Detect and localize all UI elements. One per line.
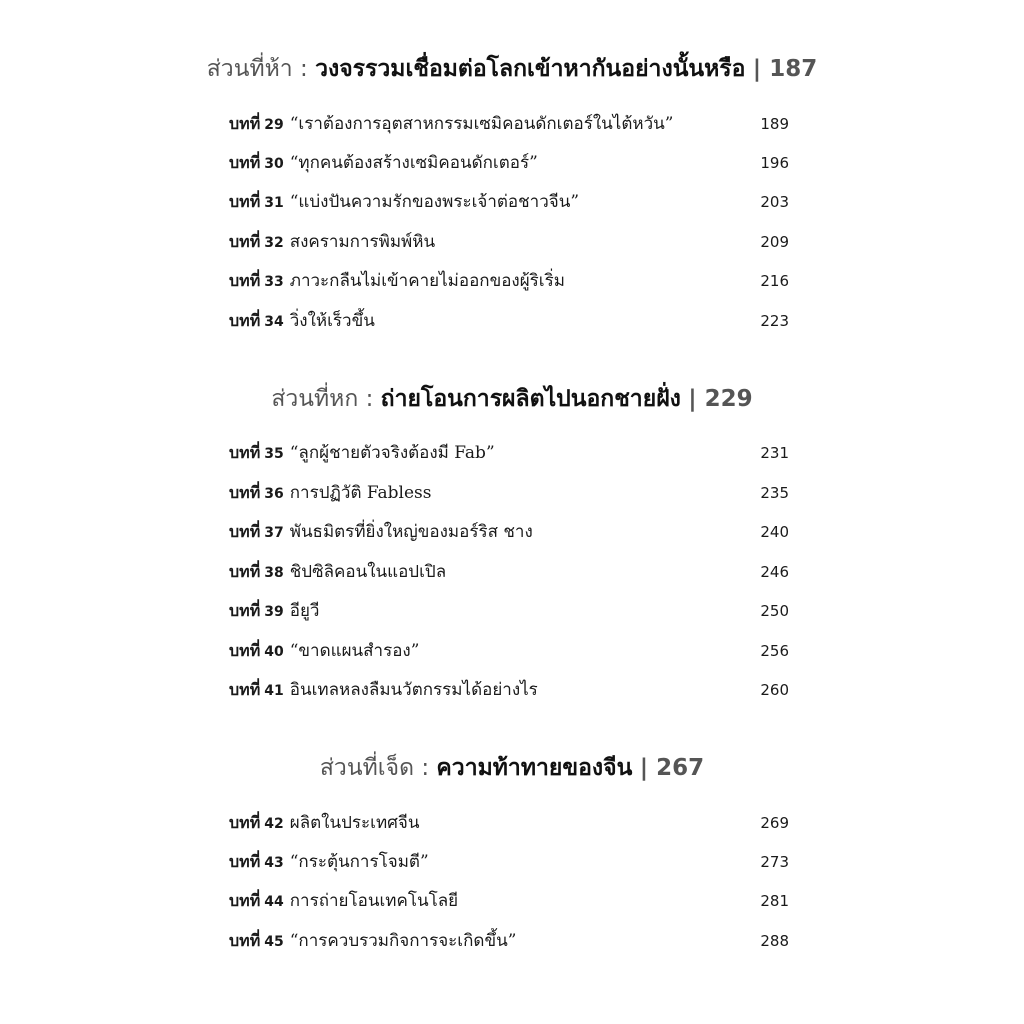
- chapter-label: บทที่: [229, 680, 261, 699]
- chapter-label: บทที่: [229, 443, 261, 462]
- toc-row-chapter-37[interactable]: [229, 517, 789, 547]
- part-title: ถ่ายโอนการผลิตไปนอกชายฝั่ง: [380, 386, 681, 412]
- chapter-number: 41: [264, 683, 284, 699]
- chapter-title: ชิปซิลิคอนในแอปเปิล: [289, 562, 447, 582]
- part-page-number: | 267: [639, 755, 705, 781]
- chapter-page-number: 231: [760, 444, 789, 462]
- chapter-title: “แบ่งปันความรักของพระเจ้าต่อชาวจีน”: [289, 192, 580, 212]
- part-prefix: ส่วนที่เจ็ด: [319, 755, 415, 781]
- chapter-label: บทที่: [229, 114, 261, 133]
- chapter-number: 40: [264, 644, 284, 660]
- chapter-title: “ทุกคนต้องสร้างเซมิคอนดักเตอร์”: [289, 153, 538, 173]
- chapter-label: บทที่: [229, 271, 261, 290]
- chapter-number: 44: [264, 894, 284, 910]
- toc-row-chapter-44[interactable]: [229, 886, 789, 916]
- chapter-title: “กระตุ้นการโจมตี”: [289, 852, 429, 872]
- toc-row-chapter-43[interactable]: [229, 847, 789, 877]
- chapter-title: อินเทลหลงลืมนวัตกรรมได้อย่างไร: [289, 680, 538, 700]
- chapter-number: 34: [264, 314, 284, 330]
- chapter-label: บทที่: [229, 522, 261, 541]
- toc-row-chapter-33[interactable]: [229, 266, 789, 296]
- chapter-number: 35: [264, 446, 284, 462]
- chapter-title: อียูวี: [289, 601, 320, 621]
- part-page-number: | 187: [752, 56, 818, 82]
- chapter-label: บทที่: [229, 232, 261, 251]
- chapter-page-number: 223: [760, 312, 789, 330]
- chapter-page-number: 209: [760, 233, 789, 251]
- chapter-number: 39: [264, 604, 284, 620]
- toc-row-chapter-29[interactable]: [229, 109, 789, 139]
- toc-row-chapter-31[interactable]: [229, 187, 789, 217]
- chapter-label: บทที่: [229, 891, 261, 910]
- chapter-page-number: 235: [760, 484, 789, 502]
- chapter-label: บทที่: [229, 483, 261, 502]
- chapter-page-number: 260: [760, 681, 789, 699]
- chapter-label: บทที่: [229, 813, 261, 832]
- toc-row-chapter-40[interactable]: [229, 636, 789, 666]
- chapter-number: 30: [264, 156, 284, 172]
- toc-row-chapter-39[interactable]: [229, 596, 789, 626]
- chapter-number: 31: [264, 195, 284, 211]
- part-separator: :: [292, 56, 316, 82]
- chapter-page-number: 189: [760, 115, 789, 133]
- chapter-page-number: 203: [760, 193, 789, 211]
- chapter-label: บทที่: [229, 601, 261, 620]
- chapter-title: พันธมิตรที่ยิ่งใหญ่ของมอร์ริส ชาง: [289, 522, 533, 542]
- chapter-label: บทที่: [229, 641, 261, 660]
- chapter-label: บทที่: [229, 311, 261, 330]
- chapter-title: ผลิตในประเทศจีน: [289, 813, 420, 833]
- toc-row-chapter-30[interactable]: [229, 148, 789, 178]
- toc-row-chapter-36[interactable]: [229, 478, 789, 508]
- toc-row-chapter-45[interactable]: [229, 926, 789, 956]
- toc-row-chapter-32[interactable]: [229, 227, 789, 257]
- chapter-label: บทที่: [229, 562, 261, 581]
- chapter-page-number: 246: [760, 563, 789, 581]
- chapter-page-number: 216: [760, 272, 789, 290]
- toc-row-chapter-41[interactable]: [229, 675, 789, 705]
- chapter-number: 43: [264, 855, 284, 871]
- part-prefix: ส่วนที่ห้า: [206, 56, 293, 82]
- chapter-number: 33: [264, 274, 284, 290]
- part-heading-6: [0, 384, 1024, 414]
- chapter-number: 42: [264, 816, 284, 832]
- chapter-title: วิ่งให้เร็วขึ้น: [289, 311, 375, 331]
- part-heading-7: [0, 753, 1024, 783]
- chapter-page-number: 240: [760, 523, 789, 541]
- chapter-page-number: 256: [760, 642, 789, 660]
- toc-row-chapter-35[interactable]: [229, 438, 789, 468]
- chapter-page-number: 196: [760, 154, 789, 172]
- chapter-label: บทที่: [229, 153, 261, 172]
- chapter-label: บทที่: [229, 931, 261, 950]
- chapter-page-number: 281: [760, 892, 789, 910]
- chapter-number: 36: [264, 486, 284, 502]
- chapter-title: ภาวะกลืนไม่เข้าคายไม่ออกของผู้ริเริ่ม: [289, 271, 565, 291]
- part-separator: :: [358, 386, 381, 412]
- part-prefix: ส่วนที่หก: [271, 386, 359, 412]
- chapter-title: “ลูกผู้ชายตัวจริงต้องมี Fab”: [289, 443, 495, 463]
- chapter-page-number: 269: [760, 814, 789, 832]
- toc-row-chapter-38[interactable]: [229, 557, 789, 587]
- part-separator: :: [414, 755, 437, 781]
- chapter-number: 37: [264, 525, 284, 541]
- part-heading-5: [0, 54, 1024, 84]
- chapter-title: สงครามการพิมพ์หิน: [289, 232, 436, 252]
- toc-row-chapter-42[interactable]: [229, 808, 789, 838]
- chapter-number: 32: [264, 235, 284, 251]
- chapter-number: 38: [264, 565, 284, 581]
- chapter-title: “เราต้องการอุตสาหกรรมเซมิคอนดักเตอร์ในไต้หวัน”: [289, 114, 674, 134]
- chapter-page-number: 288: [760, 932, 789, 950]
- chapter-label: บทที่: [229, 852, 261, 871]
- chapter-number: 45: [264, 934, 284, 950]
- part-title: ความท้าทายของจีน: [436, 755, 633, 781]
- chapter-title: “การควบรวมกิจการจะเกิดขึ้น”: [289, 931, 517, 951]
- chapter-number: 29: [264, 117, 284, 133]
- chapter-page-number: 273: [760, 853, 789, 871]
- toc-row-chapter-34[interactable]: [229, 306, 789, 336]
- chapter-title: การถ่ายโอนเทคโนโลยี: [289, 891, 459, 911]
- chapter-title: “ขาดแผนสำรอง”: [289, 641, 420, 661]
- chapter-label: บทที่: [229, 192, 261, 211]
- part-title: วงจรรวมเชื่อมต่อโลกเข้าหากันอย่างนั้นหรือ: [315, 56, 746, 82]
- chapter-title: การปฏิวัติ Fabless: [289, 483, 432, 503]
- chapter-page-number: 250: [760, 602, 789, 620]
- part-page-number: | 229: [688, 386, 753, 412]
